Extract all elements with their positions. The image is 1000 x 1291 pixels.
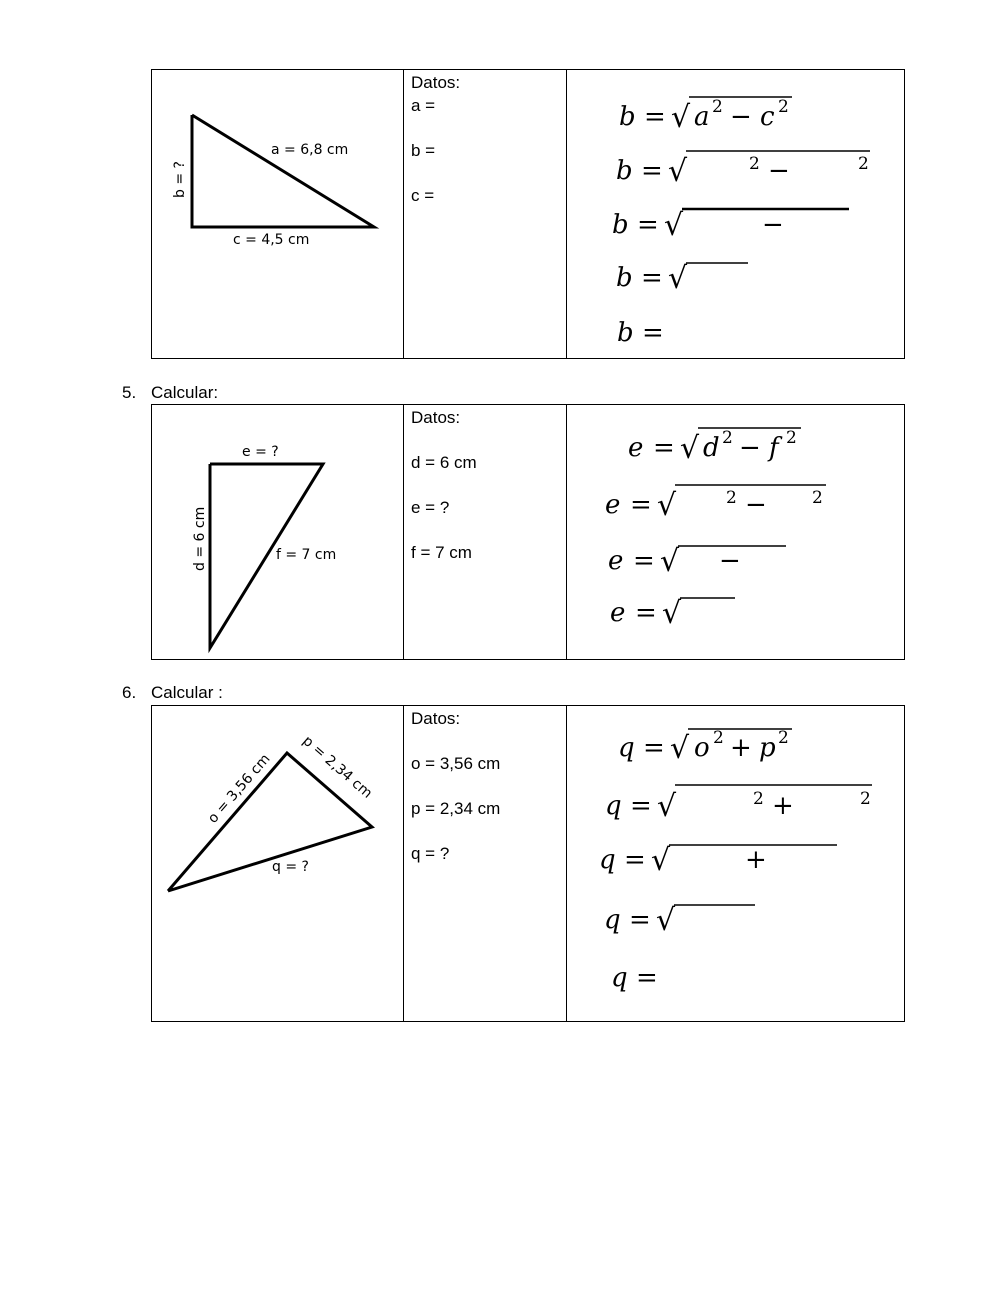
svg-text:2: 2: [858, 154, 869, 174]
svg-text:e: e: [608, 546, 624, 576]
formula-step-4: [604, 903, 755, 938]
formula-step-4: [610, 596, 735, 631]
datos-d: d = 6 cm: [411, 453, 477, 472]
svg-text:2: 2: [753, 789, 764, 809]
svg-text:c: c: [760, 102, 775, 132]
svg-text:2: 2: [722, 428, 733, 448]
exercise-instruction: Calcular:: [151, 383, 219, 402]
exercise-table-5: [151, 404, 905, 660]
formula-steps-a: [152, 70, 904, 360]
svg-text:q: q: [605, 791, 622, 821]
exercise-instruction: Calcular :: [151, 683, 223, 702]
formula-step-2: [616, 151, 870, 189]
svg-text:=: =: [643, 733, 665, 763]
svg-text:b: b: [616, 263, 633, 293]
svg-text:√: √: [664, 208, 684, 243]
svg-text:o: o: [694, 733, 710, 763]
datos-q: q = ?: [411, 844, 450, 863]
side-label: d = 6 cm: [192, 506, 208, 571]
svg-text:√: √: [668, 154, 688, 189]
svg-text:√: √: [657, 789, 677, 824]
svg-text:b: b: [612, 210, 629, 240]
datos-b: b =: [411, 141, 436, 160]
svg-text:=: =: [642, 318, 664, 348]
formula-step-5: [617, 318, 664, 348]
svg-text:=: =: [633, 546, 655, 576]
svg-text:−: −: [745, 490, 767, 520]
svg-text:+: +: [745, 845, 767, 875]
side-label: b = ?: [172, 161, 188, 198]
formula-step-1: [628, 428, 801, 466]
svg-text:=: =: [653, 433, 675, 463]
svg-text:a: a: [694, 102, 710, 132]
side-o-label: o = 3,56 cm: [204, 751, 274, 827]
exercise-table-6: [151, 705, 905, 1022]
svg-text:e: e: [605, 490, 621, 520]
svg-text:2: 2: [749, 154, 760, 174]
exercise-number: 5.: [122, 383, 137, 402]
svg-text:b: b: [619, 102, 636, 132]
svg-text:−: −: [762, 210, 784, 240]
svg-text:2: 2: [713, 728, 724, 748]
side-q-label: q = ?: [272, 859, 309, 875]
svg-text:=: =: [629, 905, 651, 935]
formula-step-3: [608, 544, 786, 579]
formula-step-1: [618, 728, 792, 766]
svg-text:+: +: [730, 733, 752, 763]
svg-text:=: =: [641, 263, 663, 293]
datos-f: f = 7 cm: [411, 543, 472, 562]
svg-text:−: −: [768, 156, 790, 186]
svg-text:2: 2: [712, 97, 723, 117]
svg-text:d: d: [703, 433, 720, 463]
datos-o: o = 3,56 cm: [411, 754, 501, 773]
svg-text:√: √: [670, 731, 690, 766]
svg-text:2: 2: [786, 428, 797, 448]
svg-text:=: =: [624, 845, 646, 875]
svg-text:e: e: [610, 598, 626, 628]
svg-text:√: √: [680, 431, 700, 466]
svg-text:−: −: [719, 546, 741, 576]
svg-text:q: q: [604, 905, 621, 935]
svg-text:√: √: [668, 261, 688, 296]
svg-text:2: 2: [812, 488, 823, 508]
side-p-label: p = 2,34 cm: [299, 732, 376, 802]
formula-steps-6: [152, 706, 904, 1023]
svg-text:√: √: [660, 544, 680, 579]
formula-step-3: [599, 843, 837, 878]
svg-text:=: =: [630, 490, 652, 520]
svg-text:e: e: [628, 433, 644, 463]
formula-step-1: [619, 97, 792, 135]
svg-text:2: 2: [778, 728, 789, 748]
svg-text:b: b: [617, 318, 634, 348]
datos-c: c =: [411, 186, 435, 205]
hypotenuse-label: f = 7 cm: [276, 547, 337, 563]
datos-p: p = 2,34 cm: [411, 799, 501, 818]
exercise-table-a: [151, 69, 905, 359]
svg-text:=: =: [635, 598, 657, 628]
svg-text:2: 2: [860, 789, 871, 809]
svg-text:2: 2: [778, 97, 789, 117]
svg-text:q: q: [611, 963, 628, 993]
svg-text:=: =: [637, 210, 659, 240]
formula-step-3: [612, 208, 849, 243]
svg-text:2: 2: [726, 488, 737, 508]
svg-text:√: √: [662, 596, 682, 631]
datos-title: Datos:: [411, 73, 461, 92]
svg-text:+: +: [772, 791, 794, 821]
svg-text:=: =: [641, 156, 663, 186]
svg-text:=: =: [630, 791, 652, 821]
formula-steps-5: [152, 405, 904, 661]
formula-step-4: [616, 261, 748, 296]
datos-title: Datos:: [411, 408, 461, 427]
datos-e: e = ?: [411, 498, 450, 517]
svg-text:=: =: [636, 963, 658, 993]
exercise-number: 6.: [122, 683, 137, 702]
svg-text:√: √: [657, 488, 677, 523]
base-label: c = 4,5 cm: [233, 232, 310, 248]
svg-text:q: q: [618, 733, 635, 763]
formula-step-2: [605, 485, 826, 523]
datos-a: a =: [411, 96, 436, 115]
svg-text:√: √: [656, 903, 676, 938]
hypotenuse-label: a = 6,8 cm: [271, 142, 349, 158]
svg-text:b: b: [616, 156, 633, 186]
svg-text:p: p: [759, 733, 776, 763]
datos-title: Datos:: [411, 709, 461, 728]
svg-text:f: f: [769, 433, 779, 463]
svg-text:−: −: [730, 102, 752, 132]
svg-text:=: =: [644, 102, 666, 132]
svg-text:−: −: [739, 433, 761, 463]
svg-text:q: q: [599, 845, 616, 875]
top-label: e = ?: [242, 444, 279, 460]
formula-step-2: [605, 785, 872, 824]
svg-text:√: √: [651, 843, 671, 878]
svg-text:√: √: [671, 100, 691, 135]
formula-step-5: [611, 963, 658, 993]
